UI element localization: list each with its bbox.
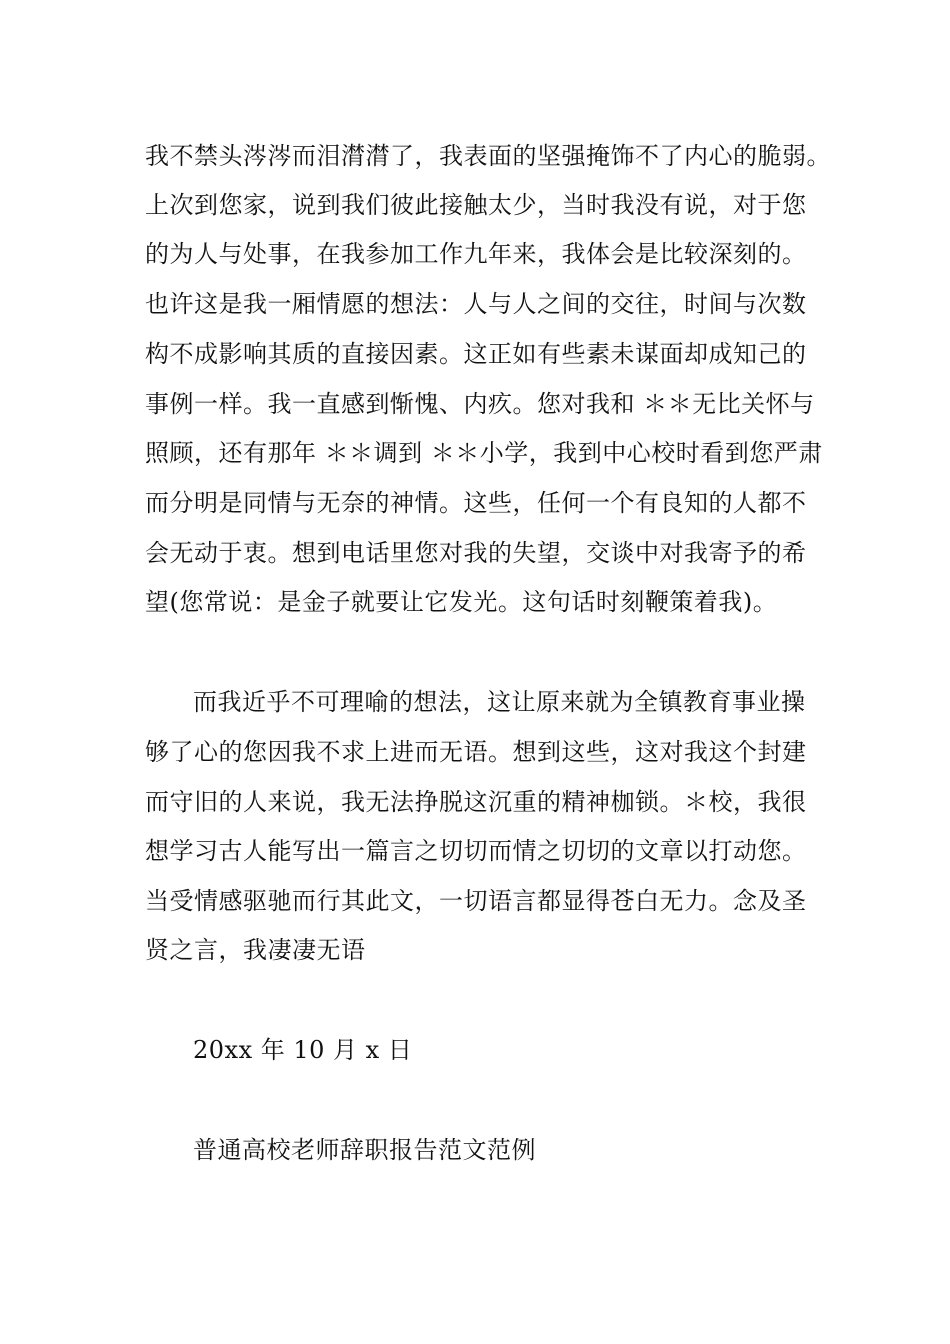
document-body: [145, 0, 831, 1344]
paragraph1-line-6: 事例一样。我一直感到惭愧、内疚。您对我和 ＊＊无比关怀与: [145, 390, 815, 418]
paragraph1-line-7: 照顾，还有那年 ＊＊调到 ＊＊小学，我到中心校时看到您严肃: [145, 439, 823, 467]
paragraph2-line-2: 够了心的您因我不求上进而无语。想到这些，这对我这个封建: [145, 738, 807, 766]
paragraph1-line-1: 我不禁头涔涔而泪潸潸了，我表面的坚强掩饰不了内心的脆弱。: [145, 142, 831, 170]
paragraph2-line-6: 贤之言，我凄凄无语: [145, 936, 366, 964]
paragraph1-line-9: 会无动于衷。想到电话里您对我的失望，交谈中对我寄予的希: [145, 539, 807, 567]
paragraph1-line-8: 而分明是同情与无奈的神情。这些，任何一个有良知的人都不: [145, 489, 807, 517]
date-line: 20xx 年 10 月 x 日: [193, 1036, 413, 1064]
paragraph1-line-3: 的为人与处事，在我参加工作九年来，我体会是比较深刻的。: [145, 240, 807, 268]
paragraph2-line-1: 而我近乎不可理喻的想法，这让原来就为全镇教育事业操: [193, 688, 806, 716]
paragraph2-line-5: 当受情感驱驰而行其此文，一切语言都显得苍白无力。念及圣: [145, 887, 807, 915]
paragraph1-line-5: 构不成影响其质的直接因素。这正如有些素未谋面却成知己的: [145, 340, 807, 368]
paragraph1-line-4: 也许这是我一厢情愿的想法：人与人之间的交往，时间与次数: [145, 290, 807, 318]
paragraph2-line-4: 想学习古人能写出一篇言之切切而情之切切的文章以打动您。: [145, 837, 807, 865]
paragraph1-line-10: 望(您常说：是金子就要让它发光。这句话时刻鞭策着我)。: [145, 588, 778, 616]
next-article-title: 普通高校老师辞职报告范文范例: [193, 1136, 536, 1164]
paragraph1-line-2: 上次到您家，说到我们彼此接触太少，当时我没有说，对于您: [145, 191, 807, 219]
paragraph2-line-3: 而守旧的人来说，我无法挣脱这沉重的精神枷锁。＊校，我很: [145, 788, 807, 816]
